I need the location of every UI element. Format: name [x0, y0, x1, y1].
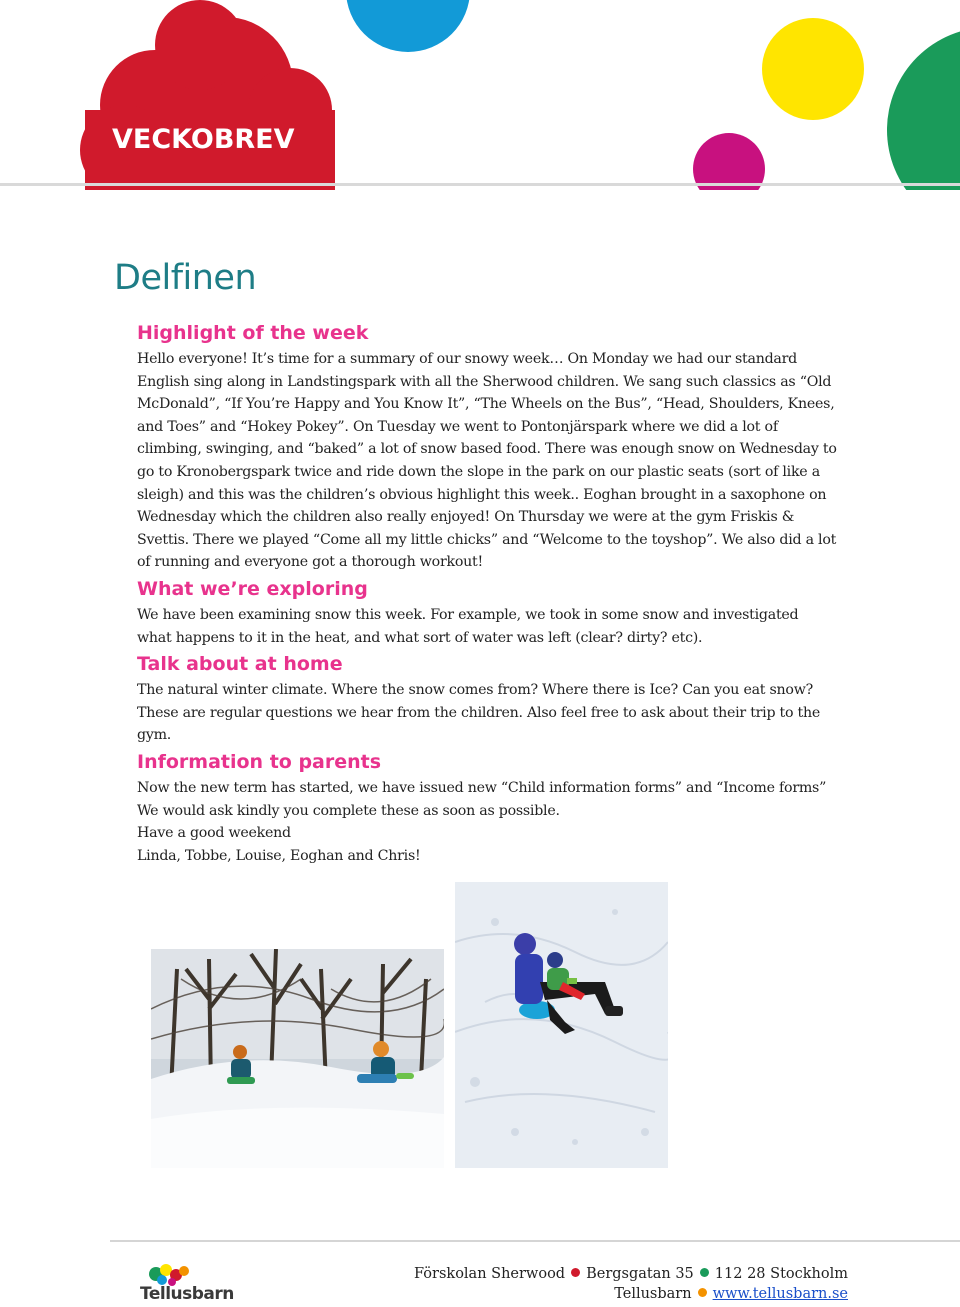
section-heading: Information to parents — [137, 750, 382, 773]
section-paragraph: Hello everyone! It’s time for a summary of our snowy week… On Monday we had our standard English sing along in Landstingspark with all the Sherwood children. We sang such classics as “Old McDonald”, “If You’re Happy and You Know It”, “The Wheels on the Bus”, “Head, Shoulders, Knees, and Toes” and “Hokey Pokey”. On Tuesday we went to Pontonjärspark where we did a lot of climbing, swinging, and “baked” a lot of snow based food. There was enough snow on Wednesday to go to Kronobergspark twice and ride down the slope in the park on our plastic seats (sort of like a sleigh) and this was the children’s obvious highlight this week.. Eoghan brought in a saxophone on Wednesday which the children also really enjoyed! On Thursday we were at the gym Friskis & Svettis. There we played “Come all my little chicks” and “Welcome to the toyshop”. We also did a lot of running and everyone got a thorough workout! — [137, 351, 837, 571]
photo-sledding-together — [455, 882, 668, 1168]
section-heading: What we’re exploring — [137, 577, 368, 600]
footer-divider — [110, 1240, 960, 1242]
signature-names: Linda, Tobbe, Louise, Eoghan and Chris! — [137, 847, 421, 864]
tellusbarn-logo-text: Tellusbarn — [140, 1284, 234, 1304]
section-highlight — [137, 318, 837, 574]
newsletter-content — [137, 318, 837, 867]
footer-line-2 — [414, 1284, 848, 1304]
class-title: Delfinen — [114, 258, 257, 298]
header-decor — [0, 0, 960, 190]
section-paragraph: The natural winter climate. Where the snow comes from? Where there is Ice? Can you eat snow? These are regular questions we hear from the children. Also feel free to ask about their trip to the gym. — [137, 682, 821, 744]
red-cloud-shape — [80, 0, 335, 190]
closing-greeting: Have a good weekend — [137, 825, 291, 842]
green-dot-icon — [700, 1268, 709, 1277]
section-heading: Highlight of the week — [137, 322, 369, 344]
school-name: Förskolan Sherwood — [414, 1266, 566, 1282]
website-link[interactable]: www.tellusbarn.se — [712, 1286, 848, 1302]
magenta-circle — [693, 133, 765, 190]
blue-circle — [346, 0, 470, 52]
footer-address — [414, 1264, 848, 1304]
header-banner — [0, 0, 960, 190]
section-exploring — [137, 574, 837, 649]
brand-title: VECKOBREV — [112, 124, 295, 155]
street-address: Bergsgatan 35 — [586, 1266, 694, 1282]
section-talk-at-home — [137, 649, 837, 747]
header-divider — [0, 183, 960, 186]
green-circle — [887, 27, 960, 190]
footer-line-1 — [414, 1264, 848, 1284]
section-paragraph: Now the new term has started, we have issued new “Child information forms” and “Income forms” We would ask kindly you complete these as soon as possible. — [137, 779, 827, 819]
orange-dot-icon — [698, 1288, 707, 1297]
org-name: Tellusbarn — [614, 1286, 692, 1302]
yellow-circle — [762, 18, 864, 120]
photo-kids-sledding-park — [151, 949, 444, 1168]
section-paragraph: We have been examining snow this week. For example, we took in some snow and investigated what happens to it in the heat, and what sort of water was left (clear? dirty? etc). — [137, 606, 799, 646]
red-dot-icon — [571, 1268, 580, 1277]
postal-address: 112 28 Stockholm — [714, 1266, 848, 1282]
tellusbarn-logo — [140, 1262, 235, 1304]
section-heading: Talk about at home — [137, 653, 343, 676]
section-info-parents — [137, 747, 837, 867]
